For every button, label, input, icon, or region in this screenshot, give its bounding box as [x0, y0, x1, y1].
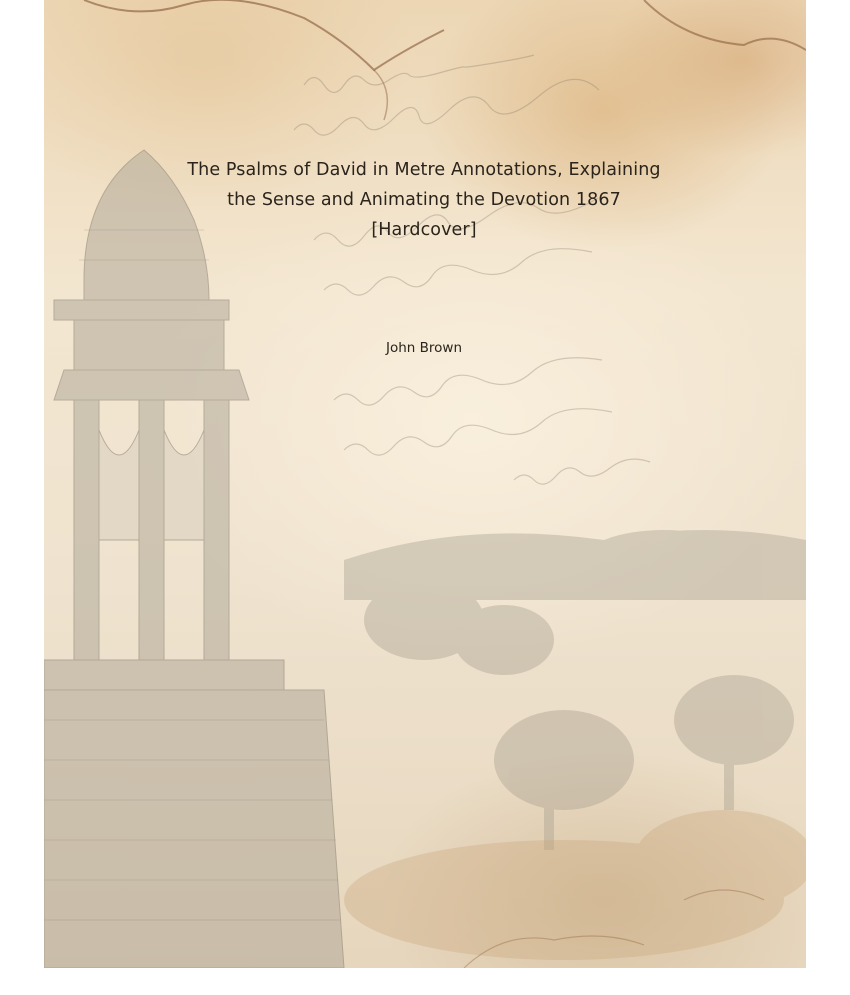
- book-title-line-2: the Sense and Animating the Devotion 1867: [227, 190, 621, 210]
- book-format: [Hardcover]: [371, 220, 477, 240]
- book-author: John Brown: [385, 340, 463, 356]
- book-title-line-1: The Psalms of David in Metre Annotations, Explaining: [187, 160, 661, 180]
- book-cover: [44, 0, 806, 968]
- title-block: [134, 155, 714, 245]
- cover-illustration: [44, 0, 806, 968]
